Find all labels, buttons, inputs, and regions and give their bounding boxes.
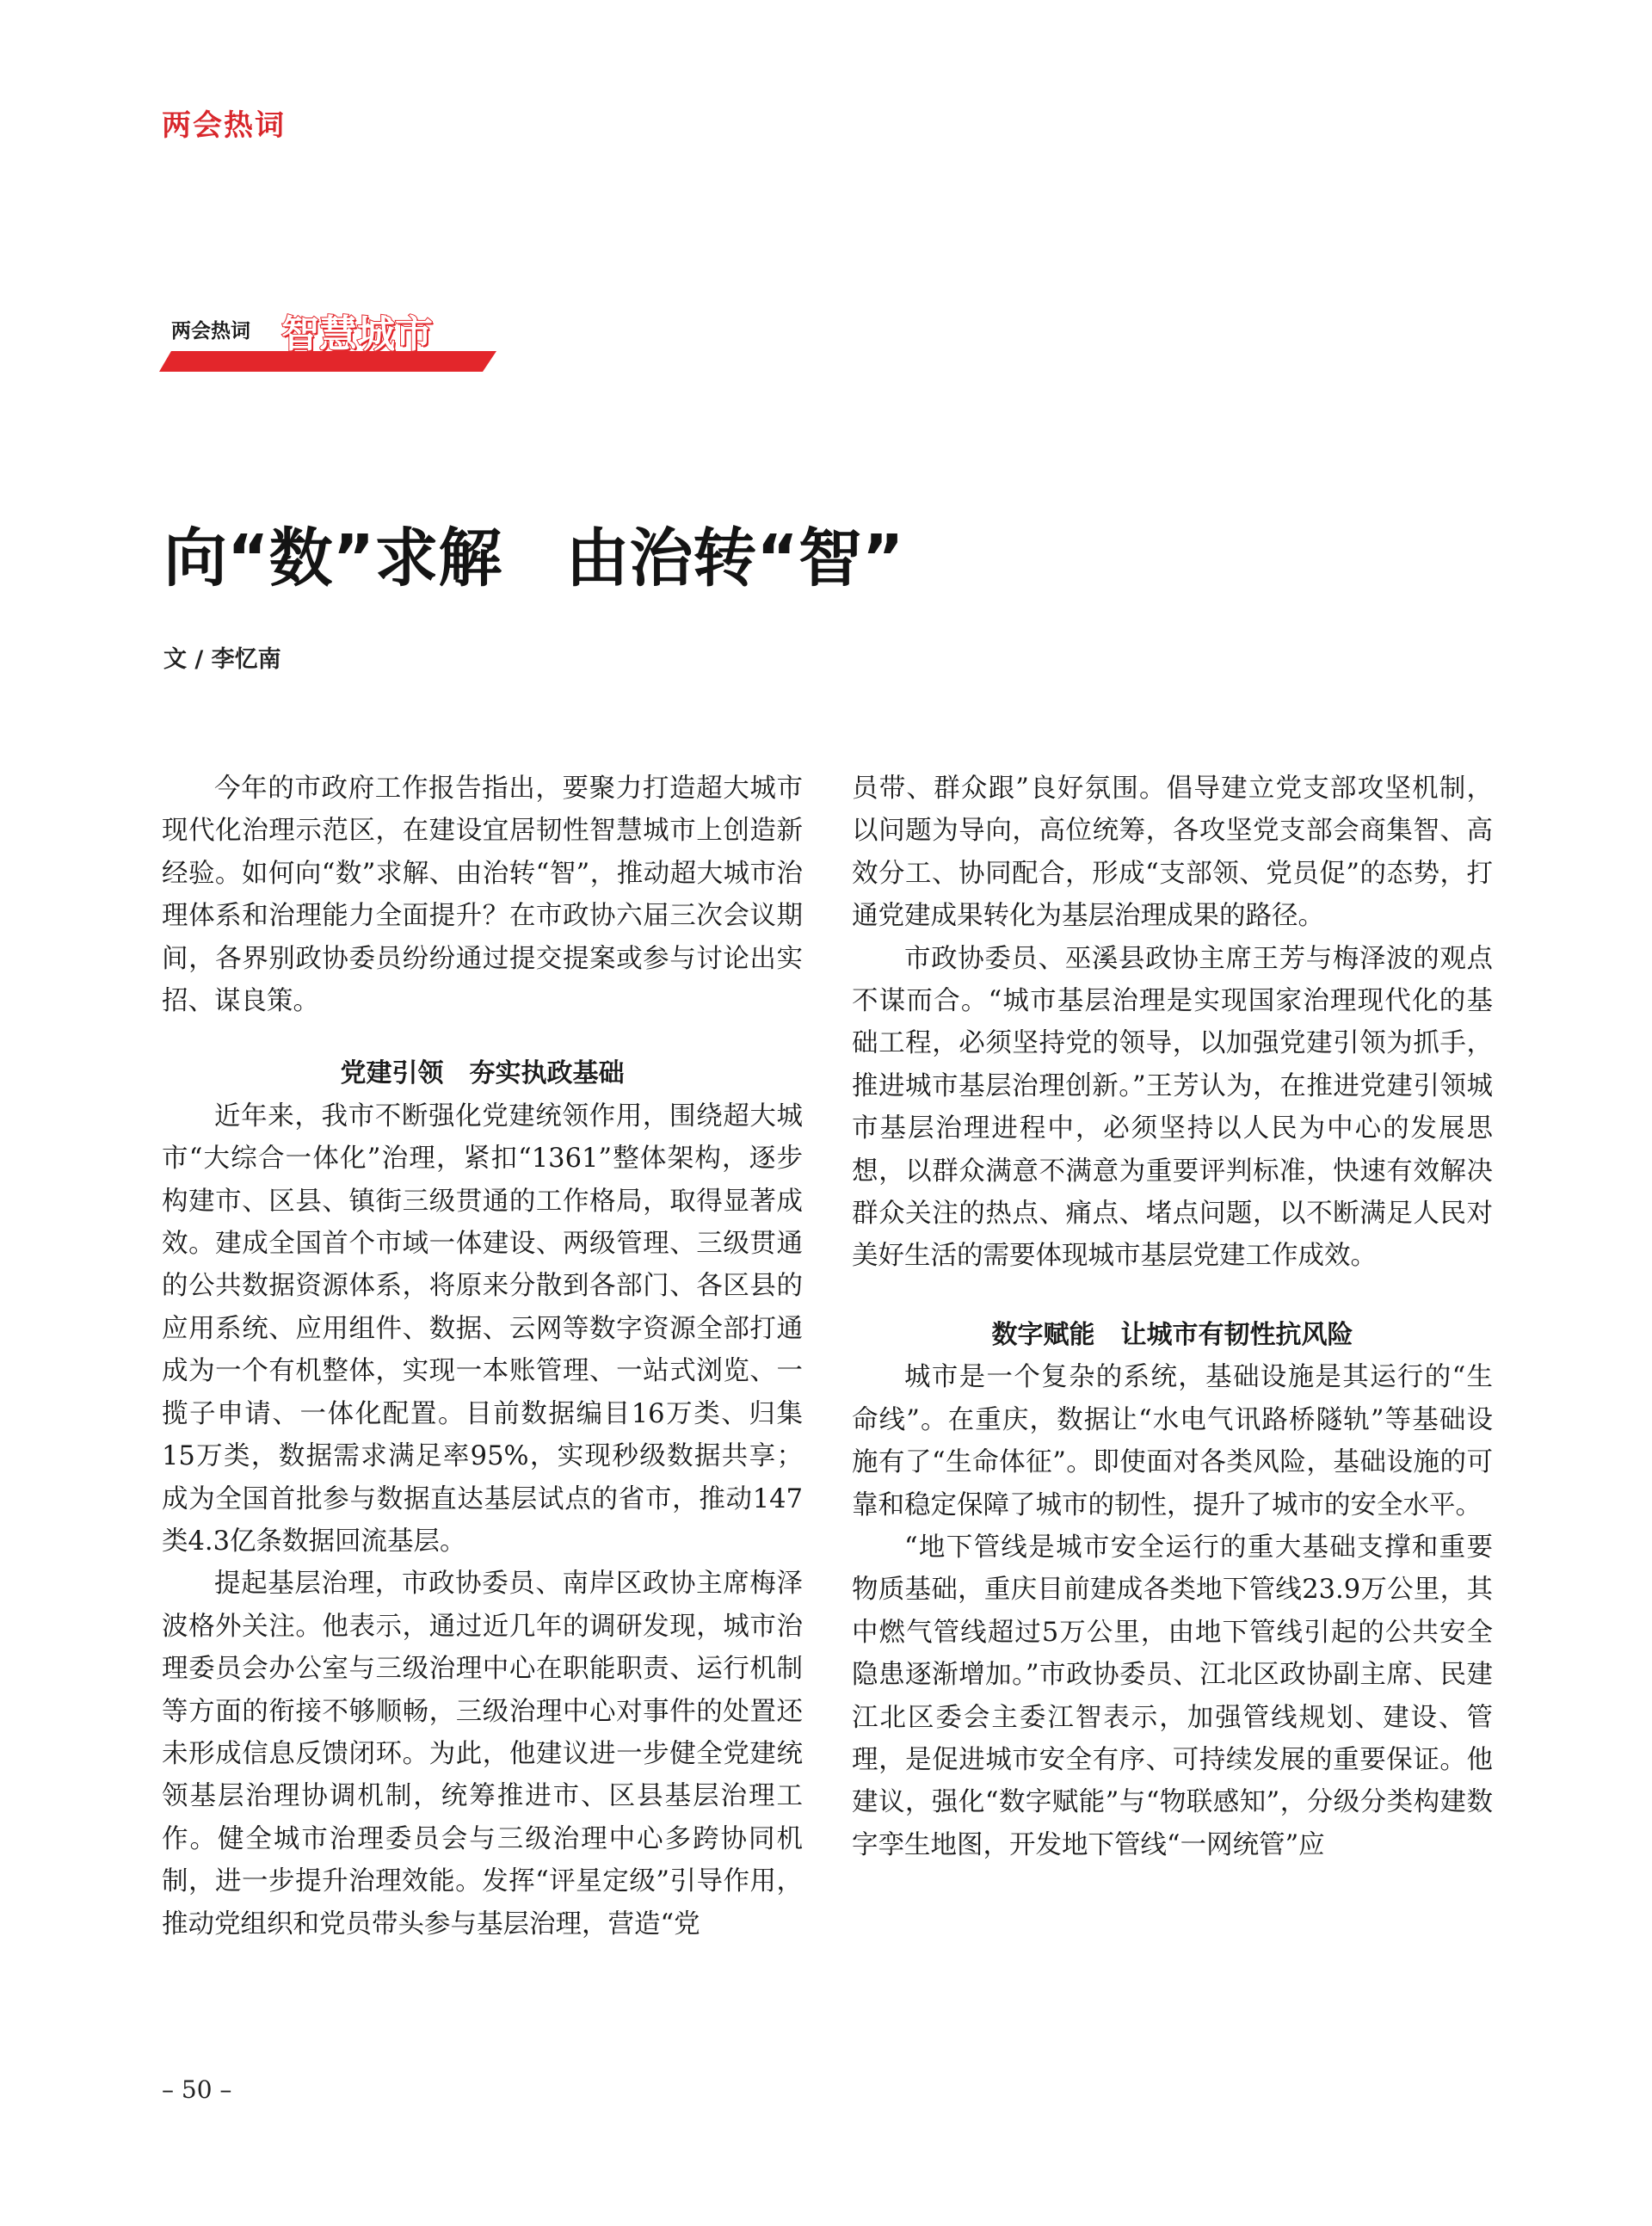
paragraph: 近年来，我市不断强化党建统领作用，围绕超大城市“大综合一体化”治理，紧扣“1361”整体架构，逐步构建市、区县、镇街三级贯通的工作格局，取得显著成效。建成全国首个市域一体建设、两级管理、三级贯通的公共数据资源体系，将原来分散到各部门、各区县的应用系统、应用组件、数据、云网等数字资源全部打通成为一个有机整体，实现一本账管理、一站式浏览、一揽子申请、一体化配置。目前数据编目16万类、归集15万类，数据需求满足率95%，实现秒级数据共享；成为全国首批参与数据直达基层试点的省市，推动147类4.3亿条数据回流基层。	[162, 1101, 803, 1557]
left-column	[162, 768, 803, 1945]
right-column	[852, 768, 1493, 1866]
article-title: 向“数”求解 由治转“智”	[163, 521, 904, 595]
paragraph: 员带、群众跟”良好氛围。倡导建立党支部攻坚机制，以问题为导向，高位统筹，各攻坚党支部会商集智、高效分工、协同配合，形成“支部领、党员促”的态势，打通党建成果转化为基层治理成果的路径。	[852, 774, 1493, 932]
section-tag: 两会热词	[162, 108, 286, 143]
paragraph: 城市是一个复杂的系统，基础设施是其运行的“生命线”。在重庆，数据让“水电气讯路桥隧轨”等基础设施有了“生命体征”。即使面对各类风险，基础设施的可靠和稳定保障了城市的韧性，提升了城市的安全水平。	[852, 1362, 1493, 1520]
article-byline: 文 / 李忆南	[163, 646, 281, 673]
section-heading: 数字赋能 让城市有韧性抗风险	[991, 1319, 1353, 1350]
banner-topic-title: 智慧城市	[281, 312, 433, 356]
section-heading: 党建引领 夯实执政基础	[340, 1058, 625, 1089]
paragraph: “地下管线是城市安全运行的重大基础支撑和重要物质基础，重庆目前建成各类地下管线23.9万公里，其中燃气管线超过5万公里，由地下管线引起的公共安全隐患逐渐增加。”市政协委员、江北区政协副主席、民建江北区委会主委江智表示，加强管线规划、建设、管理，是促进城市安全有序、可持续发展的重要保证。他建议，强化“数字赋能”与“物联感知”，分级分类构建数字孪生地图，开发地下管线“一网统管”应	[852, 1532, 1493, 1860]
paragraph: 市政协委员、巫溪县政协主席王芳与梅泽波的观点不谋而合。“城市基层治理是实现国家治理现代化的基础工程，必须坚持党的领导，以加强党建引领为抓手，推进城市基层治理创新。”王芳认为，在推进党建引领城市基层治理进程中，必须坚持以人民为中心的发展思想，以群众满意不满意为重要评判标准，快速有效解决群众关注的热点、痛点、堵点问题，以不断满足人民对美好生活的需要体现城市基层党建工作成效。	[852, 943, 1493, 1272]
banner-small-label: 两会热词	[171, 320, 250, 342]
topic-banner	[159, 310, 496, 372]
paragraph: 提起基层治理，市政协委员、南岸区政协主席梅泽波格外关注。他表示，通过近几年的调研发现，城市治理委员会办公室与三级治理中心在职能职责、运行机制等方面的衔接不够顺畅，三级治理中心对事件的处置还未形成信息反馈闭环。为此，他建议进一步健全党建统领基层治理协调机制，统筹推进市、区县基层治理工作。健全城市治理委员会与三级治理中心多跨协同机制，进一步提升治理效能。发挥“评星定级”引导作用，推动党组织和党员带头参与基层治理，营造“党	[162, 1569, 803, 1939]
page-number: – 50 –	[162, 2075, 232, 2104]
paragraph: 今年的市政府工作报告指出，要聚力打造超大城市现代化治理示范区，在建设宜居韧性智慧城市上创造新经验。如何向“数”求解、由治转“智”，推动超大城市治理体系和治理能力全面提升？在市政协六届三次会议期间，各界别政协委员纷纷通过提交提案或参与讨论出实招、谋良策。	[162, 774, 803, 1017]
